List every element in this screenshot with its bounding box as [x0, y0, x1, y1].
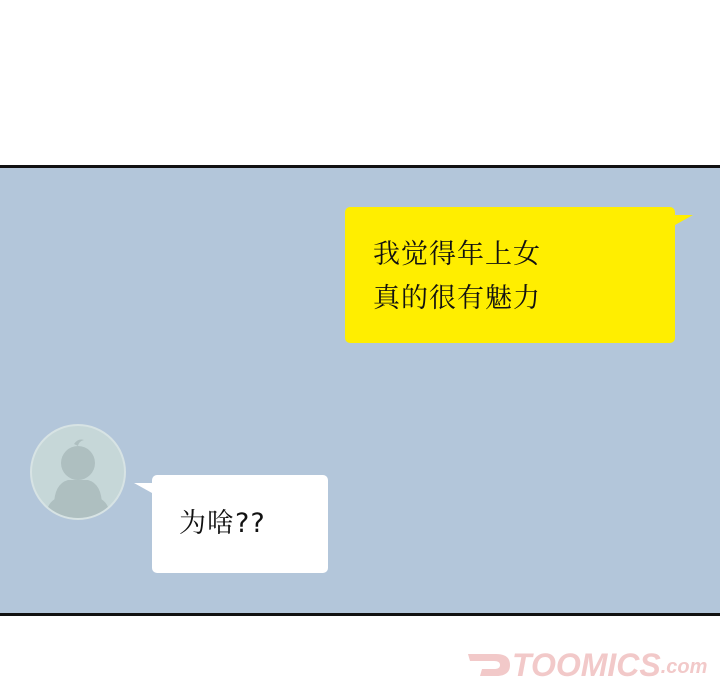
- avatar[interactable]: [30, 424, 126, 520]
- default-user-silhouette-icon: [32, 426, 124, 518]
- outgoing-message-bubble: [345, 207, 675, 343]
- toomics-watermark: [466, 645, 707, 685]
- watermark-brand: TOOMICS: [512, 646, 661, 683]
- outgoing-message-line-2: 真的很有魅力: [373, 283, 541, 314]
- watermark-suffix: .com: [660, 656, 708, 678]
- incoming-bubble-tail: [134, 483, 170, 507]
- toomics-logo-icon: [466, 648, 512, 682]
- chat-panel: [0, 165, 720, 616]
- incoming-message-text: 为啥??: [179, 508, 266, 539]
- incoming-message-bubble: [152, 475, 328, 573]
- outgoing-bubble-tail: [657, 215, 693, 239]
- outgoing-message-line-1: 我觉得年上女: [373, 239, 541, 270]
